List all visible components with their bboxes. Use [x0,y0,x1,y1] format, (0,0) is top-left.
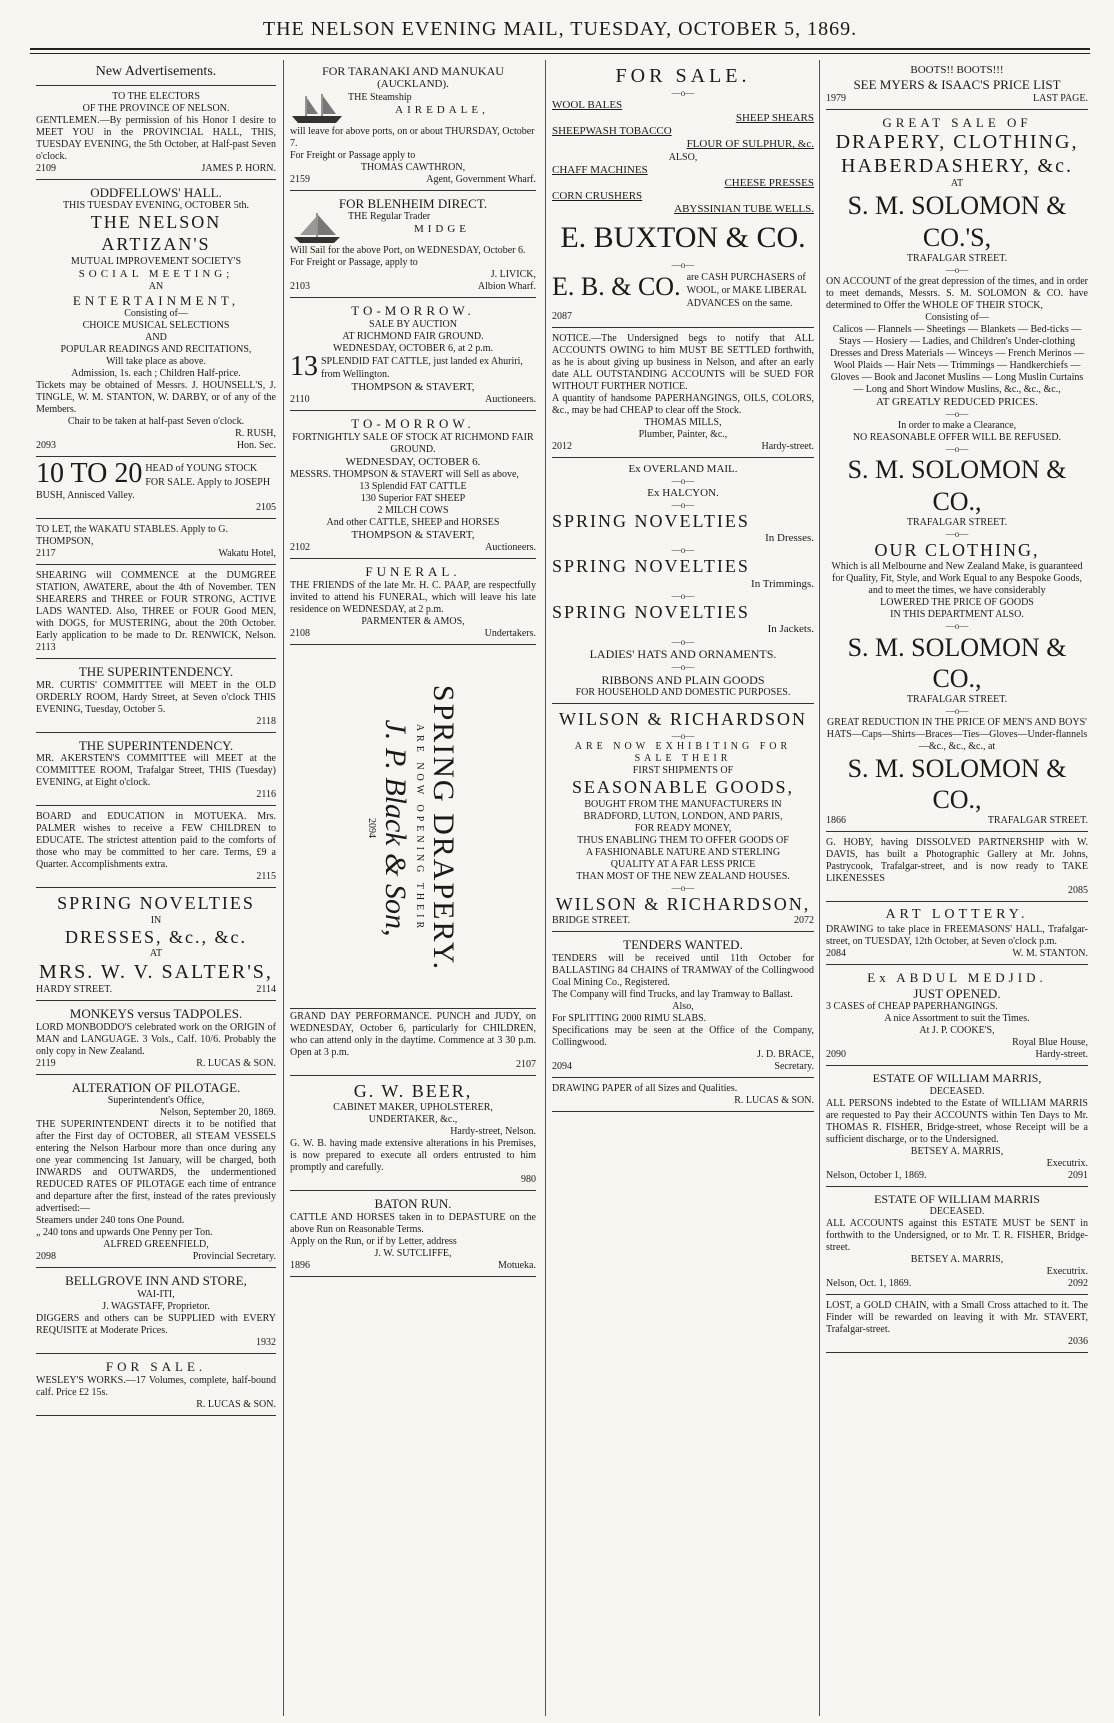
ad-young-stock: 10 TO 20 HEAD of YOUNG STOCK FOR SALE. Apply to JOSEPH BUSH, Annisced Valley. 2105 [36,460,276,519]
ad-superintendency-2: THE SUPERINTENDENCY. MR. AKERSTEN'S COMMITTEE will MEET at the COMMITTEE ROOM, Trafalgar Street, THIS (Tuesday) EVENING, at Eight o'clock. 2116 [36,736,276,807]
ad-electors: TO THE ELECTORS OF THE PROVINCE OF NELSON. GENTLEMEN.—By permission of his Honor I desire to MEET YOU in the PROVINCIAL HALL, THIS, TUESDAY EVENING, the 5th October, at Half-past Seven o'clock. 2109 JAMES P. HORN. [36,89,276,180]
ad-wakatu-stables: TO LET, the WAKATU STABLES. Apply to G. THOMPSON, 2117 Wakatu Hotel, [36,522,276,565]
ad-hoby: G. HOBY, having DISSOLVED PARTNERSHIP with W. DAVIS, has built a Photographic Gallery at Mr. Johns, Pastrycook, Trafalgar-street, and is now ready to TAKE LIKENESSES 2085 [826,835,1088,902]
column-4 [826,62,1088,1714]
ship-icon [290,92,344,126]
ad-monkeys: MONKEYS versus TADPOLES. LORD MONBODDO'S celebrated work on the ORIGIN of MAN and LANGUAGE. 3 Vols., Calf. 10/6. Probably the only copy in New Zealand. 2119 R. LUCAS & SON. [36,1004,276,1075]
spring-drapery-vertical-ad: SPRING DRAPERY. ARE NOW OPENING THEIR J. P. Black & Son, 2094 [290,648,536,1009]
ad-fortnightly-sale: TO-MORROW. FORTNIGHTLY SALE OF STOCK AT RICHMOND FAIR GROUND. WEDNESDAY, OCTOBER 6. MESSRS. THOMPSON & STAVERT will Sell as above, 13 Splendid FAT CATTLE 130 Superior FAT SHEEP 2 MILCH COWS And other CATTLE, SHEEP and HORSES THOMPSON & STAVERT, 2102 Auctioneers. [290,414,536,559]
ad-funeral: FUNERAL. THE FRIENDS of the late Mr. H. C. PAAP, are respectfully invited to attend his FUNERAL, which will leave his late residence on WEDNESDAY, at 2 p.m. PARMENTER & AMOS, 2108 Undertakers. [290,562,536,645]
ad-great-sale: GREAT SALE OF DRAPERY, CLOTHING, HABERDASHERY, &c. AT S. M. SOLOMON & CO.'S, TRAFALGAR STREET. —o— ON ACCOUNT of the great depression of the times, and in order to meet demands, Messrs. S. M. SOLOMON & CO. have determined to Offer the WHOLE OF THEIR STOCK, Consisting of— Calicos — Flannels — Sheetings — Blankets — Bed-ticks — Stays — Hosiery — Ladies, and Children's Under-clothing Dresses and Dress Materials — Winceys — French Merinos — Wool Plaids — Hair Nets — Trimmings — Handkerchiefs — Gloves — Book and Jaconet Muslins — Long Muslin Curtains — Long and Short Window Muslins, &c., &c., &c., AT GREATLY REDUCED PRICES. —o— In order to make a Clearance, NO REASONABLE OFFER WILL BE REFUSED. —o— S. M. SOLOMON & CO., TRAFALGAR STREET. —o— OUR CLOTHING, Which is all Melbourne and New Zealand Make, is guaranteed for Quality, Fit, Style, and Work Equal to any Bespoke Goods, and to meet the times, we have considerably LOWERED THE PRICE OF GOODS IN THIS DEPARTMENT ALSO. —o— S. M. SOLOMON & CO., TRAFALGAR STREET. —o— GREAT REDUCTION IN THE PRICE OF MEN'S AND BOYS' HATS—Caps—Shirts—Braces—Ties—Gloves—Under-flannels—&c., &c., &c., at S. M. SOLOMON & CO., 1866 TRAFALGAR STREET. [826,113,1088,833]
ad-bellgrove: BELLGROVE INN AND STORE, WAI-ITI, J. WAGSTAFF, Proprietor. DIGGERS and others can be SUPPLIED with EVERY REQUISITE at Moderate Prices. 1932 [36,1271,276,1354]
ad-for-sale-buxton: FOR SALE. —o— WOOL BALES SHEEP SHEARS SHEEPWASH TOBACCO FLOUR OF SULPHUR, &c. ALSO, CHAFF MACHINES CHEESE PRESSES CORN CRUSHERS ABYSSINIAN TUBE WELLS. E. BUXTON & CO. —o— E. B. & CO. are CASH PURCHASERS of WOOL, or MAKE LIBERAL ADVANCES on the same. 2087 [552,62,814,328]
ad-taranaki: FOR TARANAKI AND MANUKAU (AUCKLAND). THE Steamship AIREDALE, will leave for above ports, on or about THURSDAY, October 7. For Freight or Passage apply to THOMAS CAWTHRON, 2159 Agent, Government Wharf. [290,62,536,191]
masthead-rule [30,48,1090,50]
ad-blenheim: FOR BLENHEIM DIRECT. THE Regular Trader MIDGE Will Sail for the above Port, on WEDNESDAY, October 6. For Freight or Passage, apply to J. LIVICK, 2103 Albion Wharf. [290,194,536,299]
column-1 [36,62,276,1714]
ad-shearing: SHEARING will COMMENCE at the DUMGREE STATION, AWATERE, about the 4th of November. TEN SHEARERS and THREE or FOUR STRONG, ACTIVE LADS WANTED. Also, THREE or FOUR Good MEN, with DOGS, for MUSTERING, about the 20th October. Early application to be made to Dr. RENWICK, Nelson. 2113 [36,568,276,659]
section-heading: New Advertisements. [36,62,276,86]
ad-spring-novelties: Ex OVERLAND MAIL. —o— Ex HALCYON. —o— SPRING NOVELTIES In Dresses. —o— SPRING NOVELTIES In Trimmings. —o— SPRING NOVELTIES In Jackets. —o— LADIES' HATS AND ORNAMENTS. —o— RIBBONS AND PLAIN GOODS FOR HOUSEHOLD AND DOMESTIC PURPOSES. [552,461,814,704]
ad-pilotage: ALTERATION OF PILOTAGE. Superintendent's Office, Nelson, September 20, 1869. THE SUPERINTENDENT directs it to be notified that after the First day of OCTOBER, all STEAM VESSELS entering the Nelson Harbour more than once during any one year commencing 1st January, will be charged, both INWARDS and OUTWARDS, the undermentioned REDUCED RATES OF PILOTAGE each time of entrance and departure after the first, instead of the rates previously advertised:— Steamers under 240 tons One Pound. „ 240 tons and upwards One Penny per Ton. ALFRED GREENFIELD, 2098 Provincial Secretary. [36,1078,276,1269]
ad-drawing-paper: DRAWING PAPER of all Sizes and Qualities. R. LUCAS & SON. [552,1081,814,1112]
ad-notice-mills: NOTICE.—The Undersigned begs to notify that ALL ACCOUNTS OWING to him MUST BE SETTLED forthwith, as he is about giving up business in Nelson, and after an early date ALL OUTSTANDING ACCOUNTS will be SUED FOR WITHOUT FURTHER NOTICE. A quantity of handsome PAPERHANGINGS, OILS, COLORS, &c., may be had CHEAP to clear off the Stock. THOMAS MILLS, Plumber, Painter, &c., 2012 Hardy-street. [552,331,814,458]
ad-estate-marris-1: ESTATE OF WILLIAM MARRIS, DECEASED. ALL PERSONS indebted to the Estate of WILLIAM MARRIS are requested to Pay their ACCOUNTS within Ten Days to Mr. THOMAS R. FISHER, Bridge-street, whose Receipt will be a sufficient discharge, or to the Undersigned. BETSEY A. MARRIS, Executrix. Nelson, October 1, 1869. 2091 [826,1069,1088,1186]
ad-tenders: TENDERS WANTED. TENDERS will be received until 11th October for BALLASTING 84 CHAINS of TRAMWAY of the Collingwood Coal Mining Co., Registered. The Company will find Trucks, and lay Tramway to Ballast. Also, For SPLITTING 2000 RIMU SLABS. Specifications may be seen at the Office of the Company, Collingwood. J. D. BRACE, 2094 Secretary. [552,935,814,1078]
column-3 [552,62,814,1714]
ad-superintendency-1: THE SUPERINTENDENCY. MR. CURTIS' COMMITTEE will MEET in the OLD ORDERLY ROOM, Hardy Street, at Seven o'clock THIS EVENING, Tuesday, October 5. 2118 [36,662,276,733]
masthead-rule-thin [30,53,1090,54]
ad-spring-salter: SPRING NOVELTIES IN DRESSES, &c., &c. AT MRS. W. V. SALTER'S, HARDY STREET. 2114 [36,891,276,1001]
masthead: THE NELSON EVENING MAIL, TUESDAY, OCTOBER 5, 1869. [262,18,858,40]
ad-punch-judy: GRAND DAY PERFORMANCE. PUNCH and JUDY, on WEDNESDAY, October 6, particularly for CHILDREN, who can attend only in the daytime. Commence at 3 30 p.m. Open at 3 p.m. 2107 [290,1009,536,1076]
column-divider [819,60,820,1716]
ad-tomorrow-sale: TO-MORROW. SALE BY AUCTION AT RICHMOND FAIR GROUND. WEDNESDAY, OCTOBER 6, at 2 p.m. 13 SPLENDID FAT CATTLE, just landed ex Ahuriri, from Wellington. THOMPSON & STAVERT, 2110 Auctioneers. [290,301,536,411]
ad-wesleys-works: FOR SALE. WESLEY'S WORKS.—17 Volumes, complete, half-bound calf. Price £2 15s. R. LUCAS & SON. [36,1357,276,1416]
ad-art-lottery: ART LOTTERY. DRAWING to take place in FREEMASONS' HALL, Trafalgar-street, on TUESDAY, 12th October, at Seven o'clock p.m. 2084 W. M. STANTON. [826,905,1088,965]
ad-estate-marris-2: ESTATE OF WILLIAM MARRIS DECEASED. ALL ACCOUNTS against this ESTATE MUST be SENT in forthwith to the Undersigned, or to Mr. T. R. FISHER, Bridge-street. BETSEY A. MARRIS, Executrix. Nelson, Oct. 1, 1869. 2092 [826,1190,1088,1295]
column-2 [290,62,536,1714]
ad-oddfellows: ODDFELLOWS' HALL. THIS TUESDAY EVENING, OCTOBER 5th. THE NELSON ARTIZAN'S MUTUAL IMPROVEMENT SOCIETY'S SOCIAL MEETING; AN ENTERTAINMENT, Consisting of— CHOICE MUSICAL SELECTIONS AND POPULAR READINGS AND RECITATIONS, Will take place as above. Admission, 1s. each ; Children Half-price. Tickets may be obtained of Messrs. J. HOUNSELL'S, J. TINGLE, W. M. STANTON, W. DARBY, or of any of the Members. Chair to be taken at half-past Seven o'clock. R. RUSH, 2093 Hon. Sec. [36,183,276,458]
ad-wilson-richardson: WILSON & RICHARDSON —o— ARE NOW EXHIBITING FOR SALE THEIR FIRST SHIPMENTS OF SEASONABLE GOODS, BOUGHT FROM THE MANUFACTURERS IN BRADFORD, LUTON, LONDON, AND PARIS, FOR READY MONEY, THUS ENABLING THEM TO OFFER GOODS OF A FASHIONABLE NATURE AND STERLING QUALITY AT A FAR LESS PRICE THAN MOST OF THE NEW ZEALAND HOUSES. —o— WILSON & RICHARDSON, BRIDGE STREET. 2072 [552,707,814,932]
ad-beer: G. W. BEER, CABINET MAKER, UPHOLSTERER, UNDERTAKER, &c., Hardy-street, Nelson. G. W. B. having made extensive alterations in his Premises, is now prepared to execute all orders entrusted to him promptly and carefully. 980 [290,1079,536,1192]
ship-icon [290,211,344,245]
column-divider [545,60,546,1716]
ad-board-education: BOARD and EDUCATION in MOTUEKA. Mrs. PALMER wishes to receive a FEW CHILDREN to EDUCATE. The strictest attention paid to the comforts of those who may be committed to her care. Terms, £9 a Quarter. Accomplishments extra. 2115 [36,809,276,888]
ad-baton-run: BATON RUN. CATTLE AND HORSES taken in to DEPASTURE on the above Run on Reasonable Terms. Apply on the Run, or if by Letter, address J. W. SUTCLIFFE, 1896 Motueka. [290,1194,536,1277]
column-divider [283,60,284,1716]
ad-boots: BOOTS!! BOOTS!!! SEE MYERS & ISAAC'S PRICE LIST 1979 LAST PAGE. [826,62,1088,110]
ad-lost-chain: LOST, a GOLD CHAIN, with a Small Cross attached to it. The Finder will be rewarded on leaving it with Mr. STAVERT, Trafalgar-street. 2036 [826,1298,1088,1353]
ad-abdul-medjid: Ex ABDUL MEDJID. JUST OPENED. 3 CASES of CHEAP PAPERHANGINGS. A nice Assortment to suit the Times. At J. P. COOKE'S, Royal Blue House, 2090 Hardy-street. [826,968,1088,1066]
